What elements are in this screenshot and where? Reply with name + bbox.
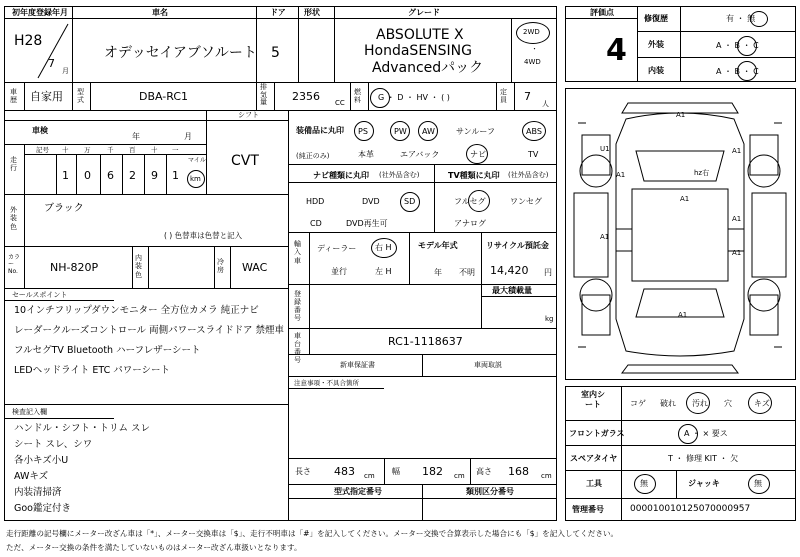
grade-line1: ABSOLUTE X: [376, 27, 464, 43]
inspector-note-line: AWキズ: [14, 471, 49, 482]
sheet-option: キズ: [754, 399, 770, 408]
color-code: NH-820P: [50, 261, 99, 274]
mileage-label: 走行: [10, 156, 17, 173]
color-note: ( ) 色替車は色替と記入: [164, 231, 243, 240]
drive-separator: ・: [531, 45, 538, 53]
kg-unit: kg: [545, 315, 554, 323]
mileage-unit-label: 十: [151, 146, 158, 154]
vin: RC1-1118637: [388, 335, 463, 348]
mileage-digit: 2: [129, 169, 136, 182]
km-unit: km: [190, 175, 201, 183]
sheet-option-circle: [686, 392, 710, 414]
equipment-item: エアバック: [400, 150, 440, 159]
tv-sub: (社外品含む): [508, 171, 549, 179]
inspector-note-line: Goo鑑定付き: [14, 503, 71, 514]
model-year-unit: 年: [434, 268, 442, 277]
door-label: ドア: [270, 8, 286, 17]
color-value: ブラック: [44, 203, 84, 214]
mileage-col-divider: [100, 154, 101, 194]
grade-line2: HondaSENSING: [364, 43, 472, 59]
mileage-col-divider: [166, 154, 167, 194]
mark-a1-front: A1: [676, 111, 686, 119]
tv-item: ワンセグ: [510, 197, 542, 206]
mileage-digit: 1: [172, 169, 179, 182]
sales-points-label: セールスポイント: [12, 291, 68, 299]
length-label: 長さ: [295, 467, 311, 476]
cc-unit: CC: [335, 99, 345, 107]
import-parallel: 並行: [331, 267, 347, 276]
equipment-item: サンルーフ: [456, 127, 495, 136]
equipment-circle: [390, 121, 410, 141]
import-right: 右 H: [375, 243, 392, 252]
drive-4wd: 4WD: [524, 58, 541, 66]
inspector-label: 検査記入欄: [12, 408, 47, 416]
mark-a1-right: A1: [732, 215, 742, 223]
width-unit: cm: [454, 472, 465, 480]
mark-a1-right-rear: A1: [732, 249, 742, 257]
color-label: 外装色: [10, 206, 17, 231]
mark-a1-rear: A1: [678, 311, 688, 319]
equipment-item: TV: [528, 150, 539, 159]
fuel-options: G ・ D ・ HV ・ ( ): [378, 93, 450, 102]
mileage-unit-label: 十: [62, 146, 69, 154]
fuel-gasoline-circle: [370, 88, 390, 108]
equipment-item: AW: [422, 127, 435, 136]
usage-label: 車歴: [10, 88, 17, 105]
navi-item: DVD: [362, 197, 380, 206]
exterior-label: 外装: [648, 40, 664, 49]
sheet-option: 破れ: [660, 399, 676, 408]
length: 483: [334, 465, 355, 478]
navi-item: DVD再生可: [346, 219, 388, 228]
exterior-b-circle: [737, 36, 757, 56]
mileage-col-divider: [56, 154, 57, 194]
mileage-digit: 0: [84, 169, 91, 182]
yen-unit: 円: [544, 268, 552, 277]
footer-note-2: ただ、メーター交換の条件を満たしていないものはメーター改ざん車扱いとなります。: [6, 543, 302, 552]
navi-item: HDD: [306, 197, 325, 206]
equipment-item: ABS: [526, 127, 542, 136]
max-load-label: 最大積載量: [492, 286, 532, 295]
doors: 5: [271, 45, 280, 61]
equipment-circle: [354, 121, 374, 141]
ac-label: 冷房: [217, 258, 224, 275]
repair-none-circle: [750, 11, 768, 27]
sheet-option-circle: [748, 392, 772, 414]
equipment-sublabel: (純正のみ): [296, 152, 330, 160]
tv-item: アナログ: [454, 219, 486, 228]
import-left: 左 H: [375, 267, 392, 276]
equipment-circle: [466, 144, 488, 164]
mileage-unit-label: 記号: [36, 146, 49, 154]
mileage-digit: 1: [62, 169, 69, 182]
equipment-label: 装備品に丸印: [296, 126, 344, 135]
class-number-label: 類別区分番号: [466, 487, 514, 496]
tv-fullseg-circle: [468, 190, 490, 212]
inspector-note-line: 内装清掃済: [14, 487, 62, 498]
width-label: 幅: [392, 467, 400, 476]
grade-line3: Advancedパック: [372, 60, 484, 76]
shift: CVT: [231, 153, 259, 169]
shaken-month: 月: [184, 132, 192, 141]
eval-label: 評価点: [590, 8, 614, 17]
interior-sheet-label: 室内シート: [581, 390, 605, 410]
sheet-option: コゲ: [630, 399, 646, 408]
mileage-col-divider: [122, 154, 123, 194]
equipment-circle: [418, 121, 438, 141]
notes-label: 注意事項・不具合箇所: [294, 379, 359, 387]
car-name: オデッセイアブソルート: [104, 45, 257, 61]
windshield-label: フロントガラス: [569, 429, 625, 438]
height-label: 高さ: [476, 467, 492, 476]
equipment-circle: [522, 121, 546, 141]
tools-label: 工具: [586, 479, 602, 488]
spare-tire-value: T ・ 修理 KIT ・ 欠: [668, 454, 739, 463]
drive-2wd: 2WD: [523, 28, 540, 36]
model: DBA-RC1: [139, 90, 189, 103]
car-name-label: 車名: [152, 8, 168, 17]
displacement: 2356: [292, 90, 320, 103]
equipment-item: PW: [394, 127, 407, 136]
auction-sheet: [4, 6, 796, 521]
mark-a1-right-front: A1: [732, 147, 742, 155]
interior-grade: A ・ B ・ C: [716, 67, 759, 76]
height: 168: [508, 465, 529, 478]
repair-options: 有 ・ 無: [726, 14, 756, 23]
windshield-value: A ・ × 要ス: [684, 429, 728, 438]
tools-value: 無: [640, 479, 648, 488]
mileage-digit: 6: [107, 169, 114, 182]
displacement-label: 排気量: [260, 83, 267, 107]
mile-label: マイル: [188, 157, 206, 164]
capacity: 7: [524, 90, 531, 103]
jack-label: ジャッキ: [688, 479, 720, 488]
reg-month: 7: [48, 57, 55, 70]
sheet-option: 汚れ: [692, 399, 708, 408]
mgmt-number-label: 管理番号: [572, 505, 604, 514]
inspector-note-line: ハンドル・シフト・トリム スレ: [14, 423, 151, 434]
warranty-label: 新車保証書: [340, 361, 375, 369]
mileage-unit-label: 万: [84, 146, 91, 154]
model-year-unknown: 不明: [459, 268, 475, 277]
overall-score: 4: [606, 33, 627, 68]
month-unit: 月: [62, 67, 69, 75]
manual-label: 車両取説: [474, 361, 502, 369]
capacity-unit: 人: [542, 100, 549, 108]
mileage-col-divider: [144, 154, 145, 194]
mark-a1-left: A1: [616, 171, 626, 179]
grade-label: グレード: [408, 8, 440, 17]
width: 182: [422, 465, 443, 478]
height-unit: cm: [541, 472, 552, 480]
era-year: H28: [14, 33, 43, 49]
model-year-label: モデル年式: [418, 241, 458, 250]
tv-item: フルセグ: [454, 197, 486, 206]
equipment-item: ナビ: [470, 150, 486, 159]
repair-label: 修復歴: [644, 14, 668, 23]
mark-a1-roof: A1: [680, 195, 690, 203]
mileage-digit: 9: [151, 169, 158, 182]
model-label: 型式: [77, 88, 84, 105]
shaken-year: 年: [132, 132, 140, 141]
sales-point-line: 10インチフリップダウンモニター 全方位カメラ 純正ナビ: [14, 305, 259, 316]
recycle-label: リサイクル預託金: [486, 241, 549, 250]
capacity-label: 定員: [500, 88, 507, 105]
recycle-value: 14,420: [490, 264, 529, 277]
sales-point-line: レーダークルーズコントロール 両側パワースライドドア 禁煙車: [14, 325, 285, 336]
navi-item: SD: [404, 197, 416, 206]
fuel-label: 燃料: [354, 88, 361, 105]
length-unit: cm: [364, 472, 375, 480]
footer-note-1: 走行距離の記号欄にメーター改ざん車は「*」、メーター交換車は「$」、走行不明車は「#」を記入してください。メーター交換で合算表示した場合にも「$」を記入してください。: [6, 529, 619, 538]
exterior-grade: A ・ B ・ C: [716, 41, 759, 50]
mileage-unit-label: 百: [129, 146, 136, 154]
mark-a1-left-rear: A1: [600, 233, 610, 241]
mileage-unit-label: 一: [172, 146, 179, 154]
inspector-note-line: シート スレ、シワ: [14, 439, 93, 450]
mark-u1: U1: [600, 145, 610, 153]
tv-label: TV種類に丸印: [448, 171, 500, 180]
navi-item: CD: [310, 219, 322, 228]
import-dealer: ディーラー: [317, 244, 357, 253]
usage: 自家用: [30, 90, 63, 103]
navi-sd-circle: [400, 192, 420, 212]
equipment-item: 本革: [358, 150, 374, 159]
shaken-label: 車検: [32, 126, 48, 135]
vin-label: 車台番号: [294, 332, 301, 365]
reg-number-label: 登録番号: [294, 290, 301, 323]
sales-point-line: LEDヘッドライト ETC パワーシート: [14, 365, 171, 376]
mgmt-number: 000010010125070000957: [630, 504, 751, 514]
color-code-label: カラーNo.: [8, 254, 21, 276]
import-label: 輸入車: [294, 240, 301, 265]
spare-tire-label: スペアタイヤ: [570, 454, 618, 463]
navi-label: ナビ種類に丸印: [313, 171, 369, 180]
shift-label: シフト: [238, 111, 259, 119]
jack-value: 無: [754, 479, 762, 488]
mileage-col-divider: [76, 154, 77, 194]
sheet-option: 穴: [724, 399, 732, 408]
windshield-a-circle: [678, 424, 698, 444]
sales-point-line: フルセグTV Bluetooth ハーフレザーシート: [14, 345, 201, 356]
interior-color-label: 内装色: [135, 254, 142, 279]
ac-value: WAC: [242, 261, 268, 274]
equipment-item: PS: [358, 127, 368, 136]
type-cert-label: 型式指定番号: [334, 487, 382, 496]
navi-sub: (社外品含む): [379, 171, 420, 179]
shape-label: 形状: [304, 8, 320, 17]
mileage-unit-label: 千: [107, 146, 114, 154]
inspector-note-line: 各小キズ小U: [14, 455, 69, 466]
first-registration-label: 初年度登録年月: [12, 8, 68, 17]
interior-label: 内装: [648, 66, 664, 75]
interior-b-circle: [737, 61, 757, 81]
mark-hz: hz右: [694, 169, 710, 177]
